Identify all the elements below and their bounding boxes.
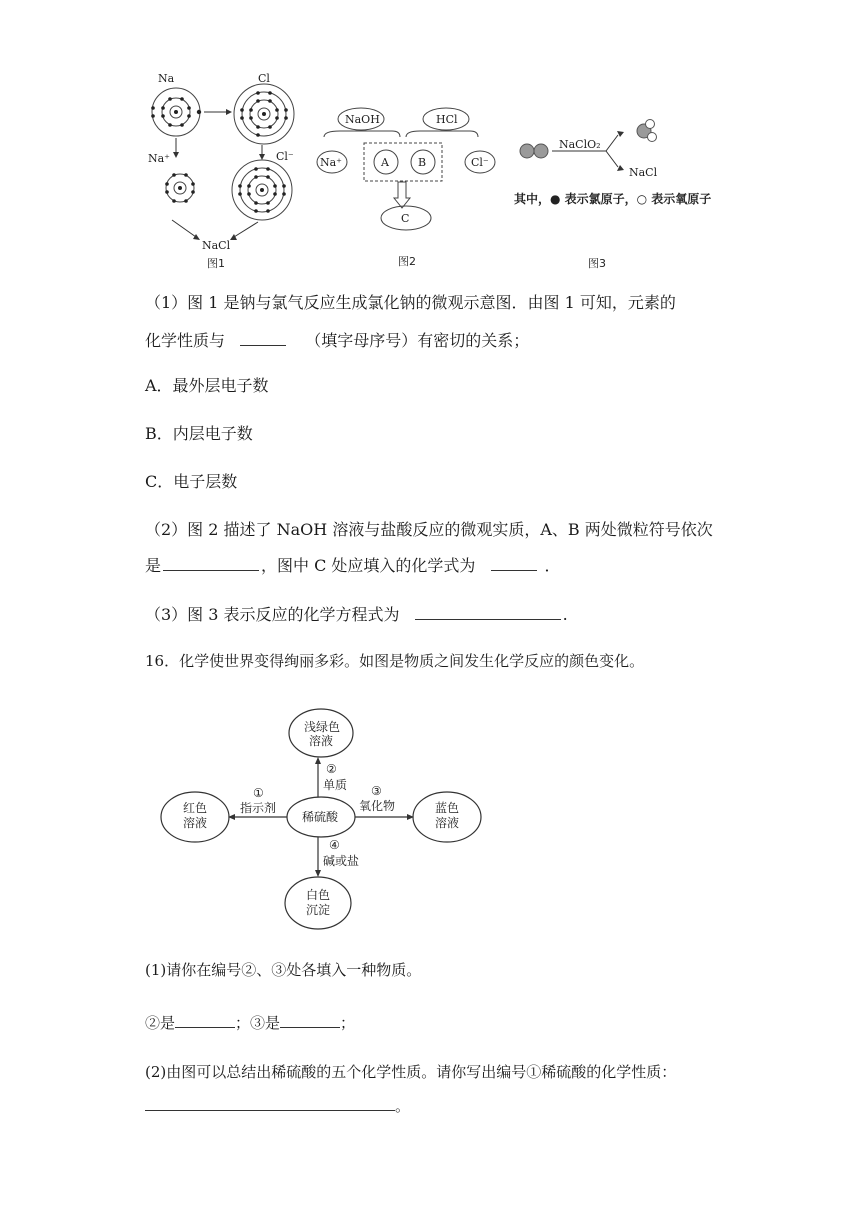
cl-atom-label: Cl — [258, 72, 270, 85]
left-node-line2: 溶液 — [183, 816, 208, 830]
q15-part2-text-c: ． — [544, 556, 561, 575]
particle-c-label: C — [401, 212, 410, 225]
q15-part1-line2 — [145, 329, 529, 351]
q15-part2-text-a: 是 — [145, 556, 162, 575]
particle-a-label: A — [381, 156, 389, 169]
q15-part3-text-b: . — [562, 605, 568, 624]
q15-part2-blank-ab[interactable] — [163, 554, 259, 571]
q15-part2-line1: （2）图 2 描述了 NaOH 溶液与盐酸反应的微观实质，A、B 两处微粒符号依次 — [145, 520, 713, 539]
q16-part1: (1)请你在编号②、③处各填入一种物质。 — [145, 961, 422, 979]
q15-part2-line2 — [145, 554, 561, 576]
q16-reaction-diagram — [0, 690, 860, 940]
q16-blank-2[interactable] — [175, 1011, 235, 1028]
arrow-4-number: ④ — [329, 838, 340, 852]
cl-ion-label: Cl⁻ — [276, 150, 294, 163]
q16-intro: 16．化学使世界变得绚丽多彩。如图是物质之间发生化学反应的颜色变化。 — [145, 652, 645, 670]
arrow-2-number: ② — [326, 762, 337, 776]
top-node-line1: 浅绿色 — [304, 720, 341, 734]
q15-part3-blank[interactable] — [415, 603, 561, 620]
arrow-1-label: 指示剂 — [240, 801, 277, 815]
q16-part1-blanks — [145, 1011, 355, 1033]
q15-part1-text-b: （填字母序号）有密切的关系； — [305, 331, 530, 350]
q15-part2-text-b: ，图中 C 处应填入的化学式为 — [261, 556, 476, 575]
figure-2-caption: 图2 — [398, 255, 416, 268]
q15-part3 — [145, 603, 568, 625]
top-figures — [0, 0, 860, 290]
q15-option-b: B．内层电子数 — [145, 424, 253, 443]
nacl-label: NaCl — [202, 239, 231, 252]
q15-part2-blank-c[interactable] — [491, 554, 537, 571]
hcl-label: HCl — [436, 113, 458, 126]
figure-1-caption: 图1 — [207, 257, 225, 270]
q16-part2-end: 。 — [395, 1097, 411, 1115]
naclo2-label: NaClO₂ — [559, 138, 601, 151]
q16-blank3-prefix: ；③是 — [235, 1014, 281, 1032]
cl-ion-label-fig2: Cl⁻ — [471, 156, 489, 169]
cl-ion-electrons — [238, 167, 286, 213]
naoh-label: NaOH — [345, 113, 380, 126]
q16-part2-blank[interactable] — [145, 1094, 395, 1111]
figure-3-legend: 其中，● 表示氯原子，○ 表示氧原子 — [514, 192, 712, 206]
q15-part1-answer-blank[interactable] — [240, 329, 286, 346]
nacl-product-label: NaCl — [629, 166, 658, 179]
particle-b-label: B — [418, 156, 427, 169]
na-atom-label: Na — [158, 72, 175, 85]
q15-option-a: A．最外层电子数 — [145, 376, 269, 395]
arrow-1-number: ① — [253, 786, 264, 800]
right-node-line1: 蓝色 — [435, 801, 460, 815]
left-node-line1: 红色 — [183, 801, 208, 815]
center-node-label: 稀硫酸 — [302, 810, 339, 824]
arrow-2-label: 单质 — [323, 778, 348, 792]
cl-atom-electrons — [240, 91, 288, 137]
bottom-node-line1: 白色 — [306, 888, 331, 902]
q16-part2: (2)由图可以总结出稀硫酸的五个化学性质。请你写出编号①稀硫酸的化学性质： — [145, 1063, 677, 1081]
top-node-line2: 溶液 — [309, 734, 334, 748]
na-ion-electrons — [165, 173, 195, 203]
q16-blank3-suffix: ； — [340, 1014, 356, 1032]
right-node-line2: 溶液 — [435, 816, 460, 830]
q15-part1-text-a: 化学性质与 — [145, 331, 226, 350]
arrow-4-label: 碱或盐 — [323, 854, 360, 868]
figure-3-caption: 图3 — [588, 257, 606, 270]
bottom-node-line2: 沉淀 — [306, 903, 331, 917]
na-ion-label: Na⁺ — [148, 152, 170, 165]
na-atom-electrons — [151, 97, 201, 127]
arrow-3-label: 氧化物 — [359, 799, 396, 813]
q16-blank2-prefix: ②是 — [145, 1014, 176, 1032]
na-ion-label-fig2: Na⁺ — [320, 156, 342, 169]
q16-part2-answer — [145, 1094, 410, 1116]
figure-1 — [148, 72, 294, 270]
q15-option-c: C．电子层数 — [145, 472, 238, 491]
arrow-3-number: ③ — [371, 784, 382, 798]
q16-blank-3[interactable] — [280, 1011, 340, 1028]
q15-part3-text-a: （3）图 3 表示反应的化学方程式为 — [145, 605, 400, 624]
q15-part1-line1: （1）图 1 是钠与氯气反应生成氯化钠的微观示意图．由图 1 可知，元素的 — [145, 293, 676, 312]
